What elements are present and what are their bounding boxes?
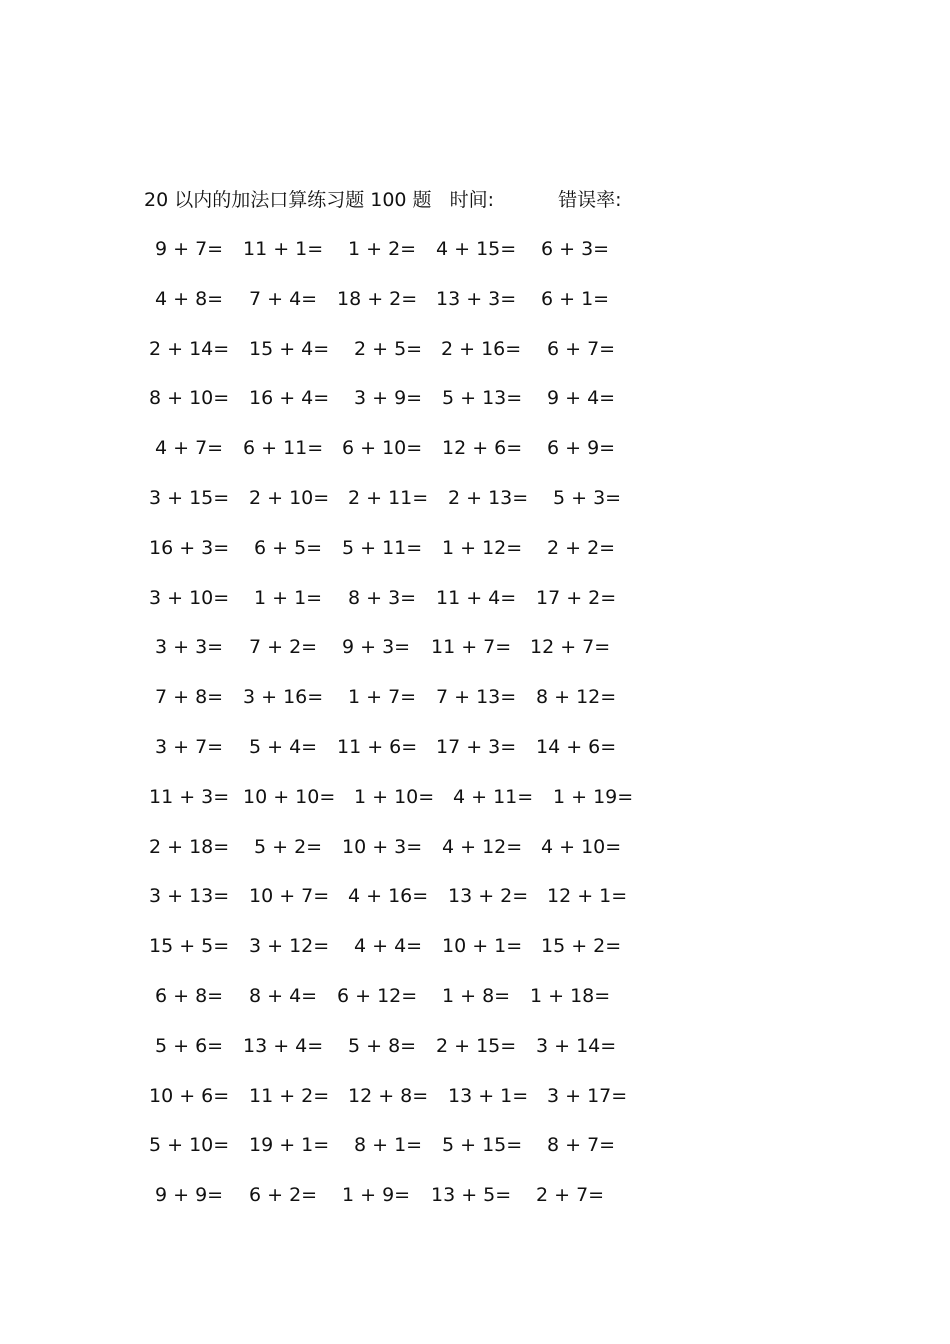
problem-item: 1 + 8= — [442, 984, 511, 1007]
problem-item: 6 + 1= — [541, 287, 610, 310]
problem-item: 5 + 6= — [155, 1034, 224, 1057]
problem-item: 15 + 2= — [541, 935, 622, 958]
problem-item: 16 + 3= — [149, 536, 230, 559]
problem-item: 5 + 4= — [249, 735, 318, 758]
problem-item: 4 + 11= — [453, 785, 534, 808]
problem-item: 4 + 12= — [442, 835, 523, 858]
problem-item: 7 + 4= — [249, 287, 318, 310]
problem-item: 7 + 2= — [249, 636, 318, 659]
problem-item: 2 + 2= — [547, 536, 616, 559]
problem-item: 11 + 6= — [337, 735, 418, 758]
problem-item: 5 + 15= — [442, 1134, 523, 1157]
problem-item: 2 + 11= — [348, 486, 429, 509]
problem-item: 18 + 2= — [337, 287, 418, 310]
problem-row — [0, 235, 950, 285]
problem-item: 5 + 8= — [348, 1034, 417, 1057]
problem-item: 3 + 10= — [149, 586, 230, 609]
problem-item: 10 + 1= — [442, 935, 523, 958]
problem-item: 5 + 3= — [553, 486, 622, 509]
problem-item: 6 + 7= — [547, 337, 616, 360]
problem-item: 1 + 12= — [442, 536, 523, 559]
problem-item: 12 + 8= — [348, 1084, 429, 1107]
problem-item: 6 + 8= — [155, 984, 224, 1007]
problem-item: 13 + 1= — [448, 1084, 529, 1107]
problem-item: 10 + 7= — [249, 885, 330, 908]
problem-item: 6 + 9= — [547, 437, 616, 460]
problem-item: 11 + 3= — [149, 785, 230, 808]
problem-row — [0, 783, 950, 833]
problem-item: 3 + 3= — [155, 636, 224, 659]
problem-item: 19 + 1= — [249, 1134, 330, 1157]
problem-item: 3 + 17= — [547, 1084, 628, 1107]
problem-item: 15 + 5= — [149, 935, 230, 958]
error-rate-label: 错误率: — [558, 189, 622, 211]
time-label: 时间: — [449, 189, 495, 211]
problem-row — [0, 633, 950, 683]
problem-item: 8 + 7= — [547, 1134, 616, 1157]
problem-item: 5 + 2= — [254, 835, 323, 858]
problem-row — [0, 434, 950, 484]
problem-item: 9 + 7= — [155, 238, 224, 260]
problem-item: 3 + 7= — [155, 735, 224, 758]
problem-item: 3 + 14= — [536, 1034, 617, 1057]
problem-row — [0, 285, 950, 335]
problem-row — [0, 932, 950, 982]
problem-item: 13 + 5= — [431, 1184, 512, 1207]
problem-item: 2 + 18= — [149, 835, 230, 858]
problem-row — [0, 1131, 950, 1181]
problem-item: 1 + 19= — [553, 785, 634, 808]
problem-item: 1 + 9= — [342, 1184, 411, 1207]
problem-row — [0, 882, 950, 932]
problem-item: 1 + 2= — [348, 238, 417, 260]
problem-item: 2 + 10= — [249, 486, 330, 509]
problem-row — [0, 1032, 950, 1082]
problem-item: 8 + 3= — [348, 586, 417, 609]
problem-item: 4 + 16= — [348, 885, 429, 908]
problem-item: 6 + 3= — [541, 238, 610, 260]
problem-item: 1 + 10= — [354, 785, 435, 808]
problem-item: 5 + 10= — [149, 1134, 230, 1157]
problem-item: 3 + 16= — [243, 686, 324, 709]
problem-item: 7 + 8= — [155, 686, 224, 709]
problem-row — [0, 484, 950, 534]
problem-item: 14 + 6= — [536, 735, 617, 758]
problem-item: 11 + 2= — [249, 1084, 330, 1107]
problem-item: 4 + 4= — [354, 935, 423, 958]
problem-item: 8 + 10= — [149, 387, 230, 410]
problem-item: 6 + 11= — [243, 437, 324, 460]
problem-item: 2 + 14= — [149, 337, 230, 360]
problem-item: 3 + 15= — [149, 486, 230, 509]
problem-item: 6 + 2= — [249, 1184, 318, 1207]
problem-row — [0, 1181, 950, 1231]
problem-item: 7 + 13= — [436, 686, 517, 709]
problem-item: 1 + 18= — [530, 984, 611, 1007]
problem-item: 5 + 13= — [442, 387, 523, 410]
problem-item: 13 + 2= — [448, 885, 529, 908]
problem-row — [0, 683, 950, 733]
problem-item: 4 + 7= — [155, 437, 224, 460]
problem-row — [0, 584, 950, 634]
problem-item: 4 + 8= — [155, 287, 224, 310]
worksheet-header — [144, 186, 621, 214]
problem-item: 4 + 10= — [541, 835, 622, 858]
problem-row — [0, 384, 950, 434]
problem-item: 2 + 5= — [354, 337, 423, 360]
problem-item: 17 + 2= — [536, 586, 617, 609]
problem-item: 10 + 10= — [243, 785, 336, 808]
problem-row — [0, 833, 950, 883]
problem-item: 3 + 12= — [249, 935, 330, 958]
problem-item: 9 + 9= — [155, 1184, 224, 1207]
problem-row — [0, 733, 950, 783]
problem-item: 2 + 7= — [536, 1184, 605, 1207]
problem-row — [0, 1082, 950, 1132]
problem-item: 3 + 13= — [149, 885, 230, 908]
problem-item: 11 + 1= — [243, 238, 324, 260]
problem-item: 1 + 1= — [254, 586, 323, 609]
problem-item: 2 + 15= — [436, 1034, 517, 1057]
problem-item: 8 + 4= — [249, 984, 318, 1007]
problem-item: 5 + 11= — [342, 536, 423, 559]
problem-item: 6 + 12= — [337, 984, 418, 1007]
problem-item: 6 + 5= — [254, 536, 323, 559]
problem-item: 8 + 12= — [536, 686, 617, 709]
problem-row — [0, 982, 950, 1032]
problem-item: 16 + 4= — [249, 387, 330, 410]
problem-item: 2 + 16= — [441, 337, 522, 360]
problem-item: 3 + 9= — [354, 387, 423, 410]
problem-item: 13 + 4= — [243, 1034, 324, 1057]
problem-item: 4 + 15= — [436, 238, 517, 260]
problem-row — [0, 534, 950, 584]
problem-grid — [0, 235, 950, 1231]
problem-item: 12 + 7= — [530, 636, 611, 659]
problem-item: 15 + 4= — [249, 337, 330, 360]
problem-item: 1 + 7= — [348, 686, 417, 709]
problem-item: 9 + 4= — [547, 387, 616, 410]
problem-item: 9 + 3= — [342, 636, 411, 659]
problem-item: 10 + 6= — [149, 1084, 230, 1107]
problem-item: 11 + 4= — [436, 586, 517, 609]
problem-row — [0, 335, 950, 385]
problem-item: 13 + 3= — [436, 287, 517, 310]
problem-item: 12 + 1= — [547, 885, 628, 908]
problem-item: 17 + 3= — [436, 735, 517, 758]
worksheet-title: 20 以内的加法口算练习题 100 题 — [144, 189, 432, 211]
problem-item: 2 + 13= — [448, 486, 529, 509]
problem-item: 11 + 7= — [431, 636, 512, 659]
problem-item: 10 + 3= — [342, 835, 423, 858]
problem-item: 6 + 10= — [342, 437, 423, 460]
problem-item: 8 + 1= — [354, 1134, 423, 1157]
problem-item: 12 + 6= — [442, 437, 523, 460]
